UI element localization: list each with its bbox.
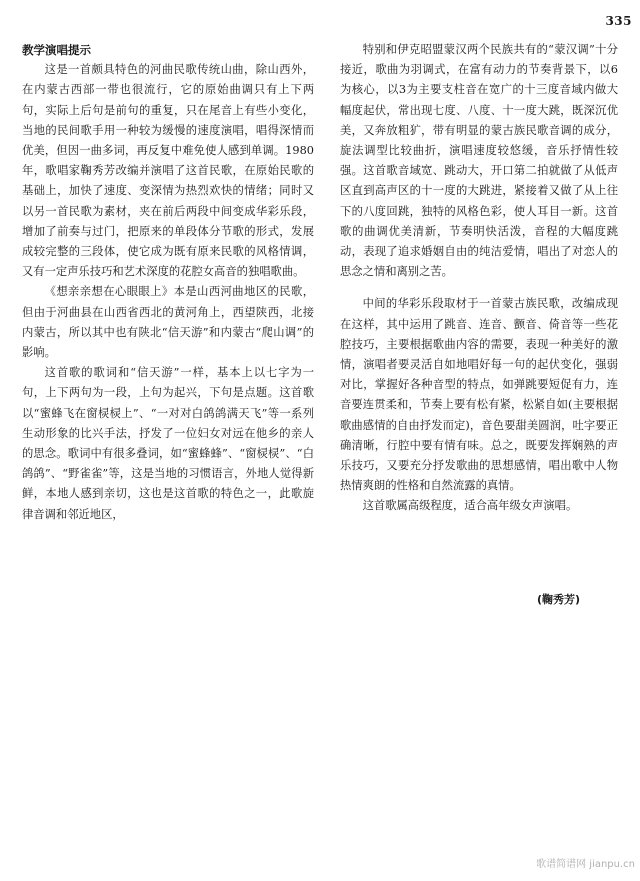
paragraph-gap [340, 282, 618, 294]
paragraph: 这是一首颇具特色的河曲民歌传统山曲，除山西外，在内蒙古西部一带也很流行，它的原始曲调只有上下两句，实际上后句是前句的重复，只在尾音上有些小变化，当地的民间歌手用一种较为缓慢的速度演唱，唱得深情而优美，但因一曲多词，再反复中难免使人感到单调。1980年，歌唱家鞠秀芳改编并演唱了这首民歌，在原始民歌的基础上，加快了速度、变深情为热烈欢快的情绪；同时又以另一首民歌为素材，夹在前后两段中间变成华彩乐段，增加了前奏与过门，把原来的单段体分节歌的形式，发展成较完整的三段体，使它成为既有原来民歌的风格情调，又有一定声乐技巧和艺术深度的花腔女高音的独唱歌曲。 [22, 63, 314, 279]
page-number: 335 [605, 14, 632, 28]
left-column [22, 40, 314, 525]
watermark: 歌谱简谱网 jianpu.cn [536, 859, 635, 870]
section-heading: 教学演唱提示 [22, 43, 91, 57]
paragraph: 这首歌属高级程度，适合高年级女声演唱。 [362, 499, 578, 513]
author-credit: (鞠秀芳) [536, 593, 580, 606]
right-column [340, 40, 618, 517]
paragraph: 《想亲亲想在心眼眼上》本是山西河曲地区的民歌，但由于河曲县在山西省西北的黄河角上，西望陕西，北接内蒙古，所以其中也有陕北“信天游”和内蒙古“爬山调”的影响。 [22, 285, 314, 360]
paragraph: 这首歌的歌词和“信天游”一样，基本上以七字为一句，上下两句为一段，上句为起兴，下句是点题。这首歌以“蜜蜂飞在窗棂棂上”、“一对对白鸽鸽满天飞”等一系列生动形象的比兴手法，抒发了一位妇女对远在他乡的亲人的思念。歌词中有很多叠词，如“蜜蜂蜂”、“窗棂棂”、“白鸽鸽”、“野雀雀”等，这是当地的习惯语言，外地人觉得新鲜，本地人感到亲切，这也是这首歌的特色之一，此歌旋律音调和邻近地区， [22, 366, 314, 521]
paragraph: 中间的华彩乐段取材于一首蒙古族民歌，改编成现在这样，其中运用了跳音、连音、颤音、倚音等一些花腔技巧，主要根据歌曲内容的需要，表现一种美好的激情，演唱者要灵活自如地唱好每一句的起伏变化，强弱对比，掌握好各种音型的特点，如弹跳要短促有力，连音要连贯柔和，节奏上要有松有紧，松紧自如(主要根据歌曲感情的自由抒发而定)，音色要甜美圆润，吐字要正确清晰，行腔中要有情有味。总之，既要发挥娴熟的声乐技巧，又要充分抒发歌曲的思想感情，唱出歌中人物热情爽朗的性格和自然流露的真情。 [340, 297, 618, 493]
paragraph: 特别和伊克昭盟蒙汉两个民族共有的“蒙汉调”十分接近，歌曲为羽调式，在富有动力的节奏背景下，以6为核心，以3为主要支柱音在宽广的十三度音域内做大幅度起伏，常出现七度、八度、十一度大跳，既深沉优美，又奔放粗犷，带有明显的蒙古族民歌音调的成分，旋法调型比较曲折，演唱速度较悠缓，音乐抒情性较强。这首歌音域宽、跳动大，开口第二拍就做了从低声区直到高声区的十一度的大跳进，紧接着又做了从上往下的八度回跳，独特的风格色彩，使人耳目一新。这首歌的曲调优美清新，节奏明快活泼，音程的大幅度跳动，表现了追求婚姻自由的纯洁爱情，唱出了对恋人的思念之情和离别之苦。 [340, 43, 618, 279]
